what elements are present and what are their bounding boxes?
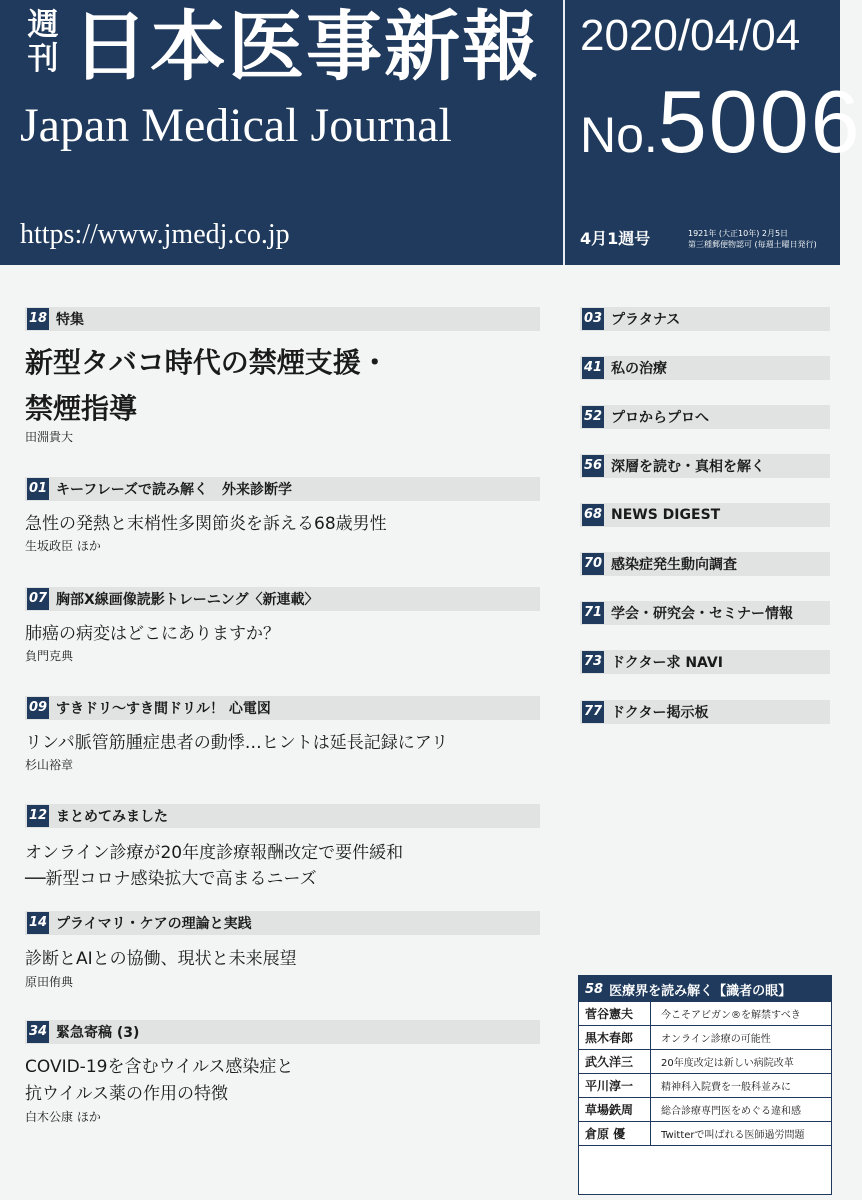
page-number: 09 bbox=[27, 697, 49, 719]
feature-section-bar[interactable] bbox=[25, 307, 540, 331]
issue-digits: 5006 bbox=[657, 72, 862, 171]
sidebar-item[interactable] bbox=[580, 307, 830, 331]
page-number: 58 bbox=[585, 981, 604, 997]
article-subtitle[interactable]: ──新型コロナ感染拡大で高まるニーズ bbox=[25, 869, 317, 889]
opinion-row[interactable] bbox=[579, 1026, 831, 1050]
opinion-author: 草場鉄周 bbox=[579, 1098, 651, 1121]
permit-line-2: 第三種郵便物認可 (毎週土曜日発行) bbox=[688, 240, 817, 249]
article-section-bar[interactable] bbox=[25, 911, 540, 935]
feature-title-line: 禁煙指導 bbox=[25, 392, 138, 425]
weekly-label: 週刊 bbox=[27, 7, 59, 77]
issue-number bbox=[580, 72, 862, 185]
opinion-row[interactable] bbox=[579, 1074, 831, 1098]
journal-url[interactable]: https://www.jmedj.co.jp bbox=[20, 219, 290, 250]
opinion-box-header[interactable] bbox=[579, 976, 831, 1002]
page-number: 52 bbox=[582, 406, 604, 428]
opinion-topic: オンライン診療の可能性 bbox=[661, 1034, 771, 1045]
opinion-topic: 精神科入院費を一般科並みに bbox=[661, 1082, 791, 1093]
article-section-bar[interactable] bbox=[25, 1020, 540, 1044]
journal-title-jp: 日本医事新報 bbox=[72, 2, 540, 91]
sidebar-item-label: プラタナス bbox=[611, 312, 681, 328]
section-label: まとめてみました bbox=[56, 809, 168, 825]
sidebar-item-label: プロからプロへ bbox=[611, 410, 709, 426]
page-number: 71 bbox=[582, 602, 604, 624]
page-number: 34 bbox=[27, 1021, 49, 1043]
permit-line-1: 1921年 (大正10年) 2月5日 bbox=[688, 229, 789, 238]
section-label: 緊急寄稿 (3) bbox=[56, 1025, 140, 1041]
article-title[interactable]: リンパ脈管筋腫症患者の動悸…ヒントは延長記録にアリ bbox=[25, 733, 449, 753]
opinion-author: 平川淳一 bbox=[579, 1074, 651, 1097]
sidebar-item-label: 感染症発生動向調査 bbox=[611, 557, 737, 573]
sidebar-item-label: 私の治療 bbox=[611, 361, 667, 377]
sidebar-item-label: 学会・研究会・セミナー情報 bbox=[611, 606, 793, 622]
article-title[interactable]: オンライン診療が20年度診療報酬改定で要件緩和 bbox=[25, 843, 404, 863]
article-title[interactable]: 急性の発熱と末梢性多関節炎を訴える68歳男性 bbox=[25, 514, 387, 534]
opinion-topic: Twitterで叫ばれる医師過労問題 bbox=[661, 1130, 805, 1141]
opinion-row[interactable] bbox=[579, 1122, 831, 1146]
opinion-box bbox=[578, 975, 832, 1195]
page-number: 03 bbox=[582, 308, 604, 330]
opinion-author: 菅谷憲夫 bbox=[579, 1002, 651, 1025]
sidebar-item[interactable] bbox=[580, 601, 830, 625]
issue-prefix: No. bbox=[580, 107, 658, 163]
issue-date: 2020/04/04 bbox=[580, 11, 801, 60]
section-label: すきドリ〜すき間ドリル！ 心電図 bbox=[56, 701, 271, 717]
opinion-row[interactable] bbox=[579, 1002, 831, 1026]
article-author: 白木公康 ほか bbox=[25, 1110, 101, 1124]
article-section-bar[interactable] bbox=[25, 804, 540, 828]
page-number: 12 bbox=[27, 805, 49, 827]
sidebar-item-label: ドクター求 NAVI bbox=[611, 655, 723, 671]
section-label: 特集 bbox=[56, 312, 84, 328]
page-number: 56 bbox=[582, 455, 604, 477]
feature-author: 田淵貴大 bbox=[25, 430, 74, 444]
article-title[interactable]: 診断とAIとの協働、現状と未来展望 bbox=[25, 949, 297, 969]
sidebar-item-label: ドクター掲示板 bbox=[611, 705, 709, 721]
opinion-row[interactable] bbox=[579, 1098, 831, 1122]
sidebar-item-label: NEWS DIGEST bbox=[611, 507, 721, 523]
article-author: 生坂政臣 ほか bbox=[25, 539, 101, 553]
page-number: 18 bbox=[27, 308, 49, 330]
opinion-topic: 20年度改定は新しい病院改革 bbox=[661, 1058, 794, 1069]
sidebar-item[interactable] bbox=[580, 454, 830, 478]
opinion-topic: 総合診療専門医をめぐる違和感 bbox=[661, 1106, 801, 1117]
article-author: 杉山裕章 bbox=[25, 758, 74, 772]
opinion-author: 黒木春郎 bbox=[579, 1026, 651, 1049]
sidebar-item-label: 深層を読む・真相を解く bbox=[611, 459, 765, 475]
opinion-author: 武久洋三 bbox=[579, 1050, 651, 1073]
article-title[interactable]: 肺癌の病変はどこにありますか？ bbox=[25, 624, 280, 644]
opinion-author: 倉原 優 bbox=[579, 1122, 651, 1145]
article-section-bar[interactable] bbox=[25, 587, 540, 611]
section-label: 胸部X線画像読影トレーニング〈新連載〉 bbox=[56, 592, 319, 608]
page-number: 73 bbox=[582, 651, 604, 673]
sidebar-item[interactable] bbox=[580, 405, 830, 429]
page-number: 68 bbox=[582, 504, 604, 526]
sidebar-item[interactable] bbox=[580, 552, 830, 576]
page-number: 07 bbox=[27, 588, 49, 610]
article-section-bar[interactable] bbox=[25, 477, 540, 501]
article-title[interactable]: COVID-19を含むウイルス感染症と bbox=[25, 1057, 294, 1077]
section-label: キーフレーズで読み解く 外来診断学 bbox=[56, 482, 293, 498]
issue-week: 4月1週号 bbox=[580, 229, 651, 248]
journal-title-en: Japan Medical Journal bbox=[20, 99, 452, 152]
opinion-row[interactable] bbox=[579, 1050, 831, 1074]
page-number: 70 bbox=[582, 553, 604, 575]
sidebar-item[interactable] bbox=[580, 356, 830, 380]
opinion-topic: 今こそアビガン®を解禁すべき bbox=[661, 1010, 801, 1021]
feature-title-line: 新型タバコ時代の禁煙支援・ bbox=[25, 346, 389, 379]
article-title[interactable]: 抗ウイルス薬の作用の特徴 bbox=[25, 1084, 228, 1104]
opinion-box-title: 医療界を読み解く【識者の眼】 bbox=[609, 983, 792, 999]
article-author: 原田侑典 bbox=[25, 975, 74, 989]
page-number: 41 bbox=[582, 357, 604, 379]
sidebar-item[interactable] bbox=[580, 700, 830, 724]
article-section-bar[interactable] bbox=[25, 696, 540, 720]
article-author: 負門克典 bbox=[25, 649, 74, 663]
postal-permit bbox=[688, 228, 817, 250]
feature-title[interactable] bbox=[25, 340, 389, 432]
page-number: 77 bbox=[582, 701, 604, 723]
sidebar-item[interactable] bbox=[580, 503, 830, 527]
section-label: プライマリ・ケアの理論と実践 bbox=[56, 916, 252, 932]
masthead bbox=[0, 0, 862, 265]
masthead-divider bbox=[563, 0, 565, 265]
page-number: 14 bbox=[27, 912, 49, 934]
page-number: 01 bbox=[27, 478, 49, 500]
sidebar-item[interactable] bbox=[580, 650, 830, 674]
